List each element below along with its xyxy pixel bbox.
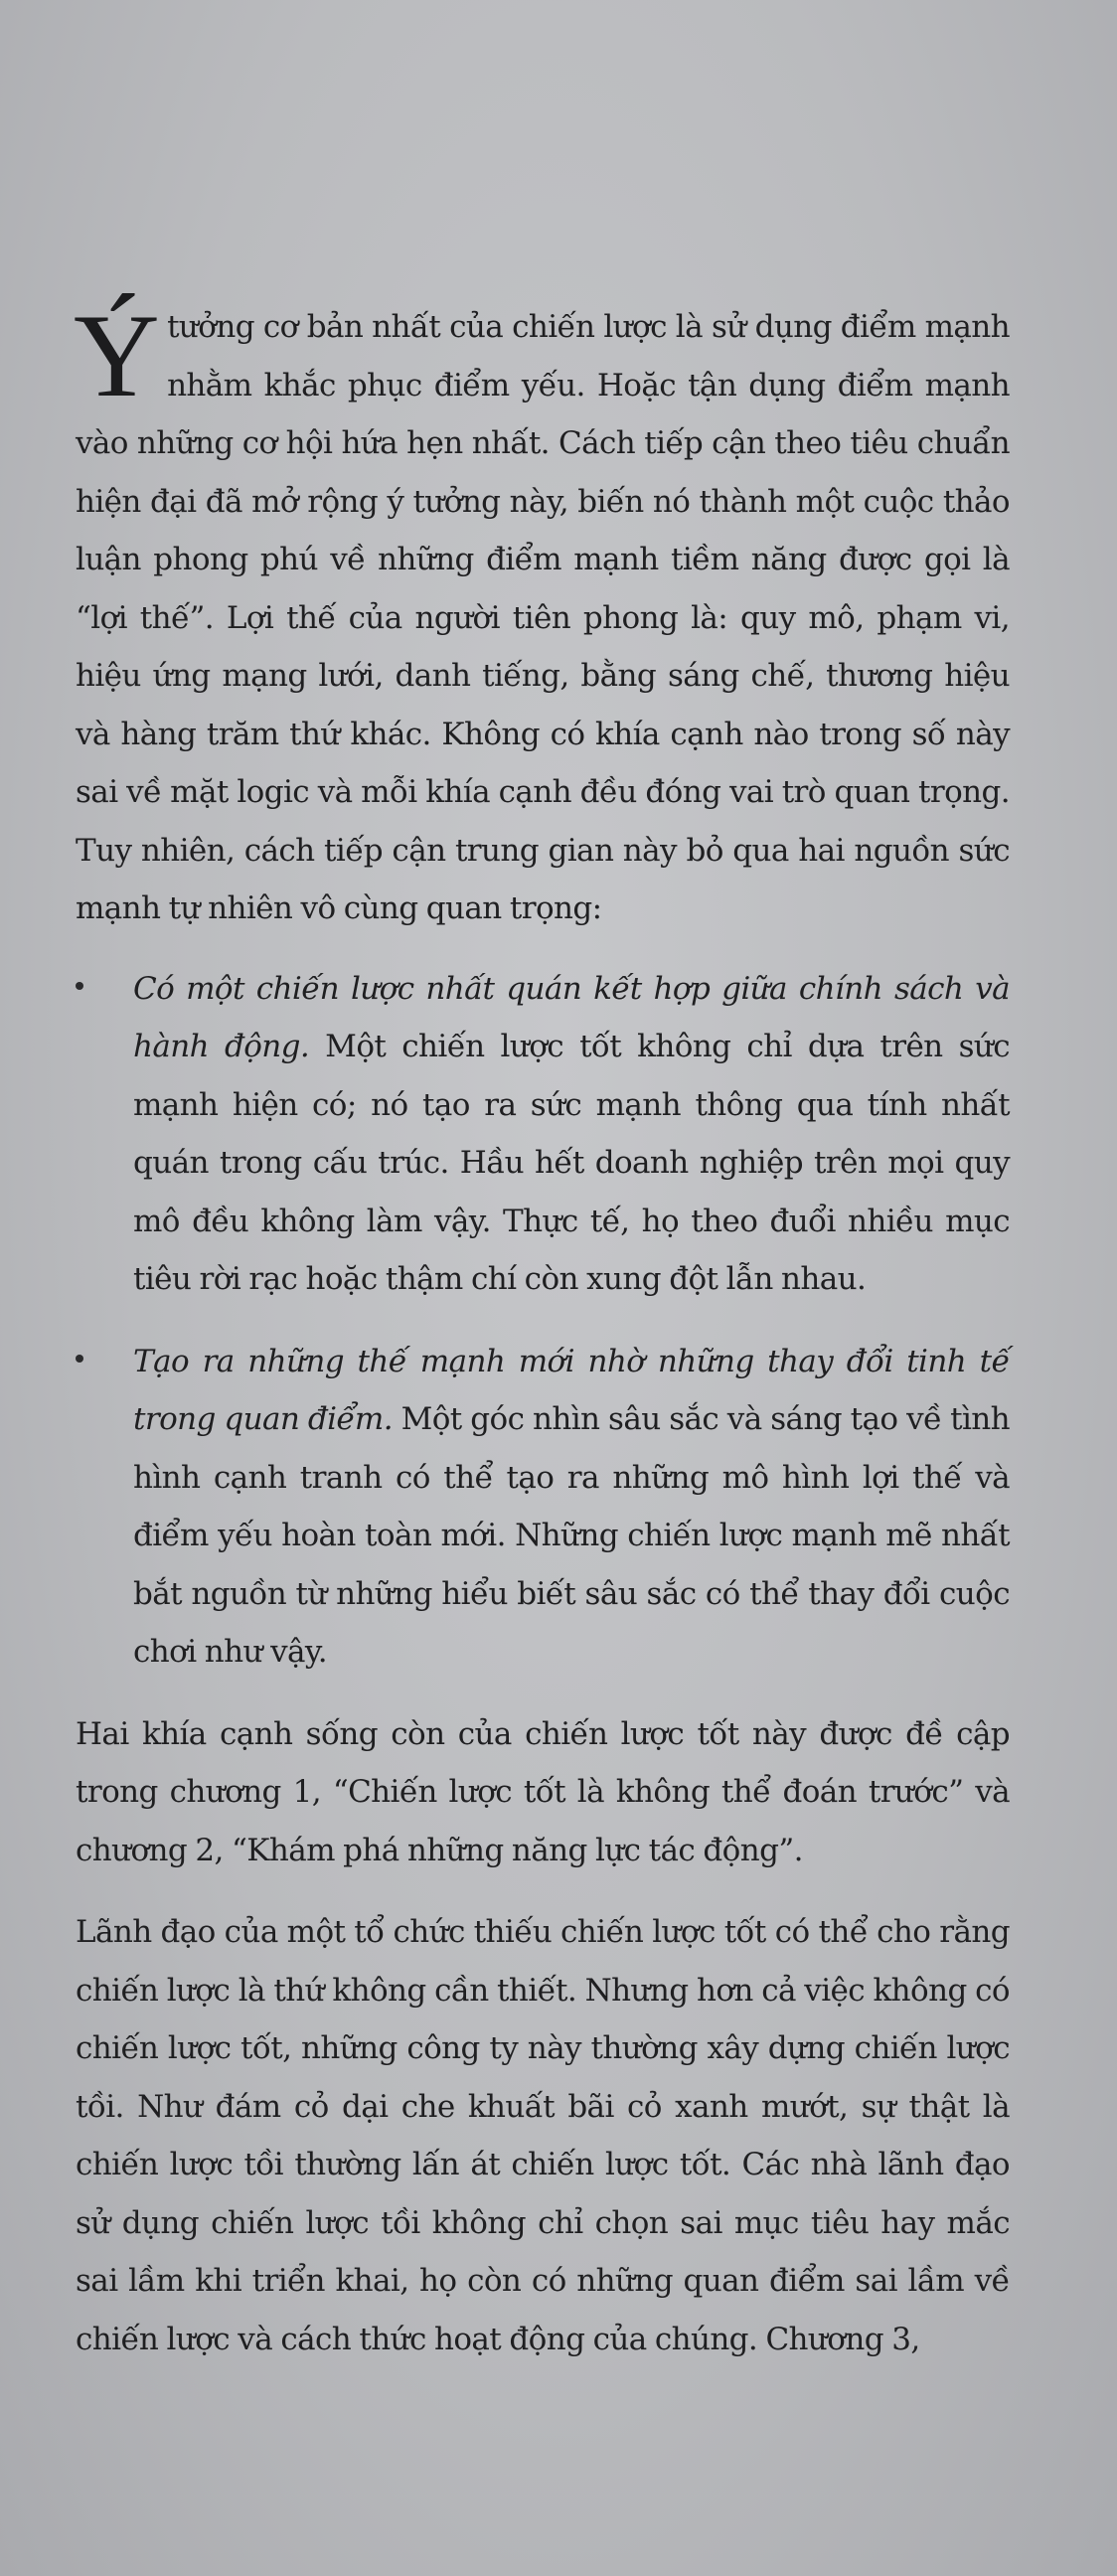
bullet-dot-icon bbox=[76, 982, 83, 990]
bullet-dot-icon bbox=[76, 1355, 83, 1363]
intro-text: tưởng cơ bản nhất của chiến lược là sử dụng điểm mạnh nhằm khắc phục điểm yếu. Hoặc tận dụng điểm mạnh vào những cơ hội hứa hẹn nhất. Cách tiếp cận theo tiêu chuẩn hiện đại đã mở rộng ý tưởng này, biến nó thành một cuộc thảo luận phong phú về những điểm mạnh tiềm năng được gọi là “lợi thế”. Lợi thế của người tiên phong là: quy mô, phạm vi, hiệu ứng mạng lưới, danh tiếng, bằng sáng chế, thương hiệu và hàng trăm thứ khác. Không có khía cạnh nào trong số này sai về mặt logic và mỗi khía cạnh đều đóng vai trò quan trọng. Tuy nhiên, cách tiếp cận trung gian này bỏ qua hai nguồn sức mạnh tự nhiên vô cùng quan trọng: bbox=[76, 309, 1010, 926]
drop-cap: Ý bbox=[74, 289, 160, 421]
paragraph-bad-strategy: Lãnh đạo của một tổ chức thiếu chiến lược tốt có thể cho rằng chiến lược là thứ không cần thiết. Nhưng hơn cả việc không có chiến lược tốt, những công ty này thường xây dựng chiến lược tồi. Như đám cỏ dại che khuất bãi cỏ xanh mướt, sự thật là chiến lược tồi thường lấn át chiến lược tốt. Các nhà lãnh đạo sử dụng chiến lược tồi không chỉ chọn sai mục tiêu hay mắc sai lầm khi triển khai, họ còn có những quan điểm sai lầm về chiến lược và cách thức hoạt động của chúng. Chương 3, bbox=[76, 1914, 1010, 2357]
paragraph-chapters: Hai khía cạnh sống còn của chiến lược tốt này được đề cập trong chương 1, “Chiến lược tốt là không thể đoán trước” và chương 2, “Khám phá những năng lực tác động”. bbox=[76, 1715, 1010, 1868]
bullet-list bbox=[76, 960, 1010, 1682]
bullet-lead: Có một chiến lược nhất quán kết hợp giữa chính sách và hành động. bbox=[133, 970, 1010, 1064]
intro-paragraph bbox=[74, 289, 1010, 938]
bullet-text: Một góc nhìn sâu sắc và sáng tạo về tình hình cạnh tranh có thể tạo ra những mô hình lợi thế và điểm yếu hoàn toàn mới. Những chiến lược mạnh mẽ nhất bắt nguồn từ những hiểu biết sâu sắc có thể thay đổi cuộc chơi như vậy. bbox=[133, 1401, 1010, 1670]
bullet-item bbox=[76, 960, 1010, 1309]
bullet-paragraph bbox=[133, 960, 1010, 1309]
bullet-paragraph bbox=[133, 1333, 1010, 1682]
bullet-lead: Tạo ra những thế mạnh mới nhờ những thay đổi tinh tế trong quan điểm. bbox=[133, 1343, 1010, 1437]
bullet-text: Một chiến lược tốt không chỉ dựa trên sức mạnh hiện có; nó tạo ra sức mạnh thông qua tính nhất quán trong cấu trúc. Hầu hết doanh nghiệp trên mọi quy mô đều không làm vậy. Thực tế, họ theo đuổi nhiều mục tiêu rời rạc hoặc thậm chí còn xung đột lẫn nhau. bbox=[133, 1029, 1011, 1297]
bullet-item bbox=[76, 1333, 1010, 1682]
page-body bbox=[74, 289, 1011, 2368]
